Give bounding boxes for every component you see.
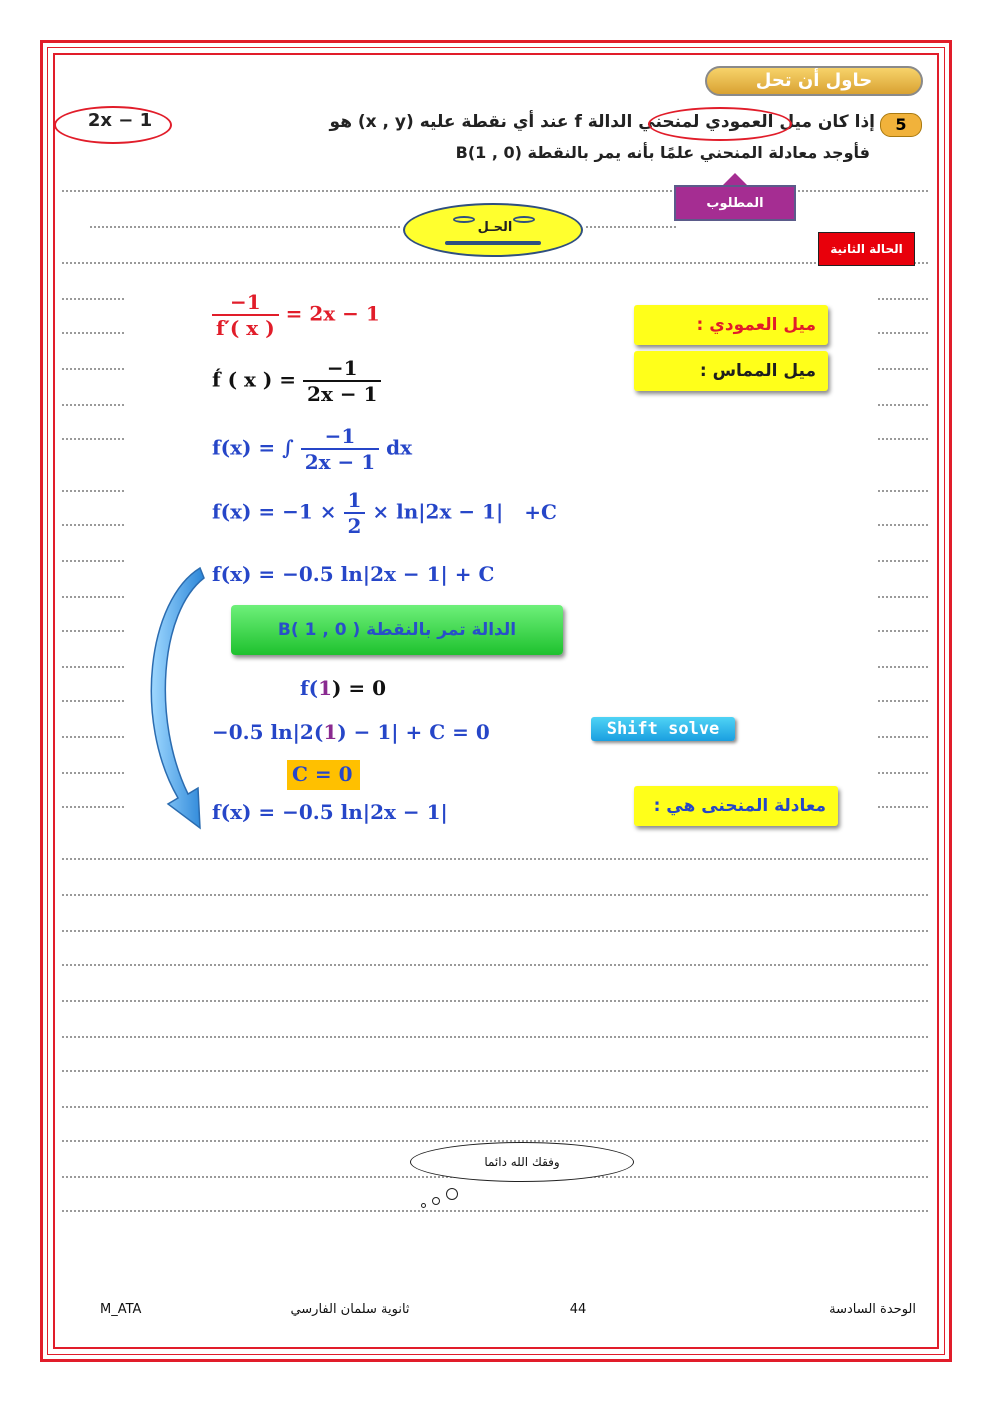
ruled-line — [62, 438, 124, 440]
ruled-line — [62, 772, 124, 774]
expr-part: ) = 0 — [332, 676, 387, 700]
footer-school: ثانوية سلمان الفارسي — [290, 1302, 410, 1317]
thought-cloud: وفقك الله دائما — [410, 1142, 634, 1182]
expr-part: ) − 1| + C = 0 — [337, 720, 490, 744]
cloud-bubble-icon — [421, 1203, 426, 1208]
curve-equation-label: معادلة المنحنى هي : — [634, 786, 838, 826]
ruled-line — [62, 560, 124, 562]
ruled-line — [62, 736, 124, 738]
ruled-line — [878, 806, 928, 808]
math-step-2 — [212, 356, 381, 406]
smiley-eye-icon — [513, 216, 535, 223]
equation-rhs: × ln|2x − 1| — [372, 499, 504, 524]
fraction-numerator: −1 — [326, 356, 358, 380]
ruled-line — [878, 490, 928, 492]
ruled-line — [62, 964, 928, 966]
expr-part: f( — [300, 676, 319, 700]
equation-rhs: dx — [386, 435, 413, 460]
shift-solve-tag: Shift solve — [591, 717, 735, 741]
case-two-tag: الحالة الثانية — [818, 232, 915, 266]
question-expression: 2x − 1 — [87, 110, 153, 131]
ruled-line — [878, 666, 928, 668]
ruled-line — [62, 490, 124, 492]
ruled-line — [878, 298, 928, 300]
ruled-line — [62, 404, 124, 406]
ruled-line — [62, 1106, 928, 1108]
ruled-line — [90, 226, 400, 228]
ruled-line — [878, 700, 928, 702]
ruled-line — [62, 332, 124, 334]
ruled-line — [62, 596, 124, 598]
ruled-line — [878, 438, 928, 440]
cloud-bubble-icon — [446, 1188, 458, 1200]
ruled-line — [62, 666, 124, 668]
ruled-line — [586, 226, 676, 228]
ruled-line — [62, 858, 928, 860]
ruled-line — [62, 894, 928, 896]
fraction-denominator: 2x − 1 — [303, 380, 381, 406]
constant-term: +C — [524, 499, 557, 524]
normal-slope-label: ميل العمودي : — [634, 305, 828, 345]
math-step-7 — [212, 720, 490, 744]
ruled-line — [62, 1070, 928, 1072]
fraction-denominator: f′( x ) — [212, 314, 279, 340]
highlight-oval-expression — [54, 106, 172, 144]
ruled-line — [878, 560, 928, 562]
try-to-solve-banner: حاول أن تحل — [705, 66, 923, 96]
ruled-line — [878, 332, 928, 334]
math-step-8: C = 0 — [292, 762, 353, 786]
ruled-line — [878, 630, 928, 632]
question-number: 5 — [880, 113, 922, 137]
ruled-line — [62, 630, 124, 632]
smiley-mouth-icon — [445, 241, 541, 245]
equation-lhs: f(x) = ∫ — [212, 435, 294, 460]
fraction-denominator: 2 — [344, 512, 366, 538]
ruled-line — [62, 1036, 928, 1038]
cloud-bubble-icon — [432, 1197, 440, 1205]
math-step-4 — [212, 488, 557, 538]
ruled-line — [878, 524, 928, 526]
ruled-line — [878, 736, 928, 738]
ruled-line — [62, 262, 928, 264]
ruled-line — [878, 368, 928, 370]
tangent-slope-label: ميل المماس : — [634, 351, 828, 391]
question-line-1: إذا كان ميل العمودي لمنحني الدالة f عند أي نقطة عليه (x , y) هو — [329, 112, 875, 132]
fraction-numerator: −1 — [324, 424, 356, 448]
ruled-line — [878, 596, 928, 598]
math-step-9: f(x) = −0.5 ln|2x − 1| — [212, 800, 448, 824]
ruled-line — [62, 368, 124, 370]
equation-lhs: f́ ( x ) = — [212, 367, 297, 392]
ruled-line — [62, 1000, 928, 1002]
math-step-1 — [212, 290, 380, 340]
equation-lhs: f(x) = −1 × — [212, 499, 337, 524]
smiley-eye-icon — [453, 216, 475, 223]
ruled-line — [62, 930, 928, 932]
expr-value: 1 — [323, 720, 338, 744]
footer-page-number: 44 — [569, 1302, 587, 1317]
fraction-numerator: −1 — [229, 290, 261, 314]
expr-part: −0.5 ln|2( — [212, 720, 324, 744]
footer-author: M_ATA — [100, 1302, 142, 1317]
fraction-numerator: 1 — [347, 488, 362, 512]
math-step-5: f(x) = −0.5 ln|2x − 1| + C — [212, 562, 495, 586]
ruled-line — [878, 404, 928, 406]
math-step-3 — [212, 424, 412, 474]
fraction-denominator: 2x − 1 — [301, 448, 379, 474]
passes-through-point-banner: الدالة تمر بالنقطة ( B( 1 , 0 — [231, 605, 563, 655]
solution-label: الحـل — [477, 220, 513, 235]
required-tag: المطلوب — [674, 185, 796, 221]
solution-smiley — [403, 203, 583, 257]
footer-unit: الوحدة السادسة — [829, 1302, 916, 1317]
equation-rhs: = 2x − 1 — [285, 301, 380, 326]
expr-value: 1 — [318, 676, 332, 700]
ruled-line — [62, 298, 124, 300]
ruled-line — [878, 772, 928, 774]
ruled-line — [62, 806, 124, 808]
ruled-line — [62, 190, 928, 192]
ruled-line — [62, 700, 124, 702]
ruled-line — [62, 524, 124, 526]
highlight-oval-normal-slope — [648, 107, 792, 141]
ruled-line — [62, 1210, 928, 1212]
math-step-6 — [300, 676, 386, 700]
curved-arrow-icon — [138, 560, 218, 835]
question-line-2: فأوجد معادلة المنحني علمًا بأنه يمر بالنقطة B(1 , 0) — [455, 143, 870, 162]
